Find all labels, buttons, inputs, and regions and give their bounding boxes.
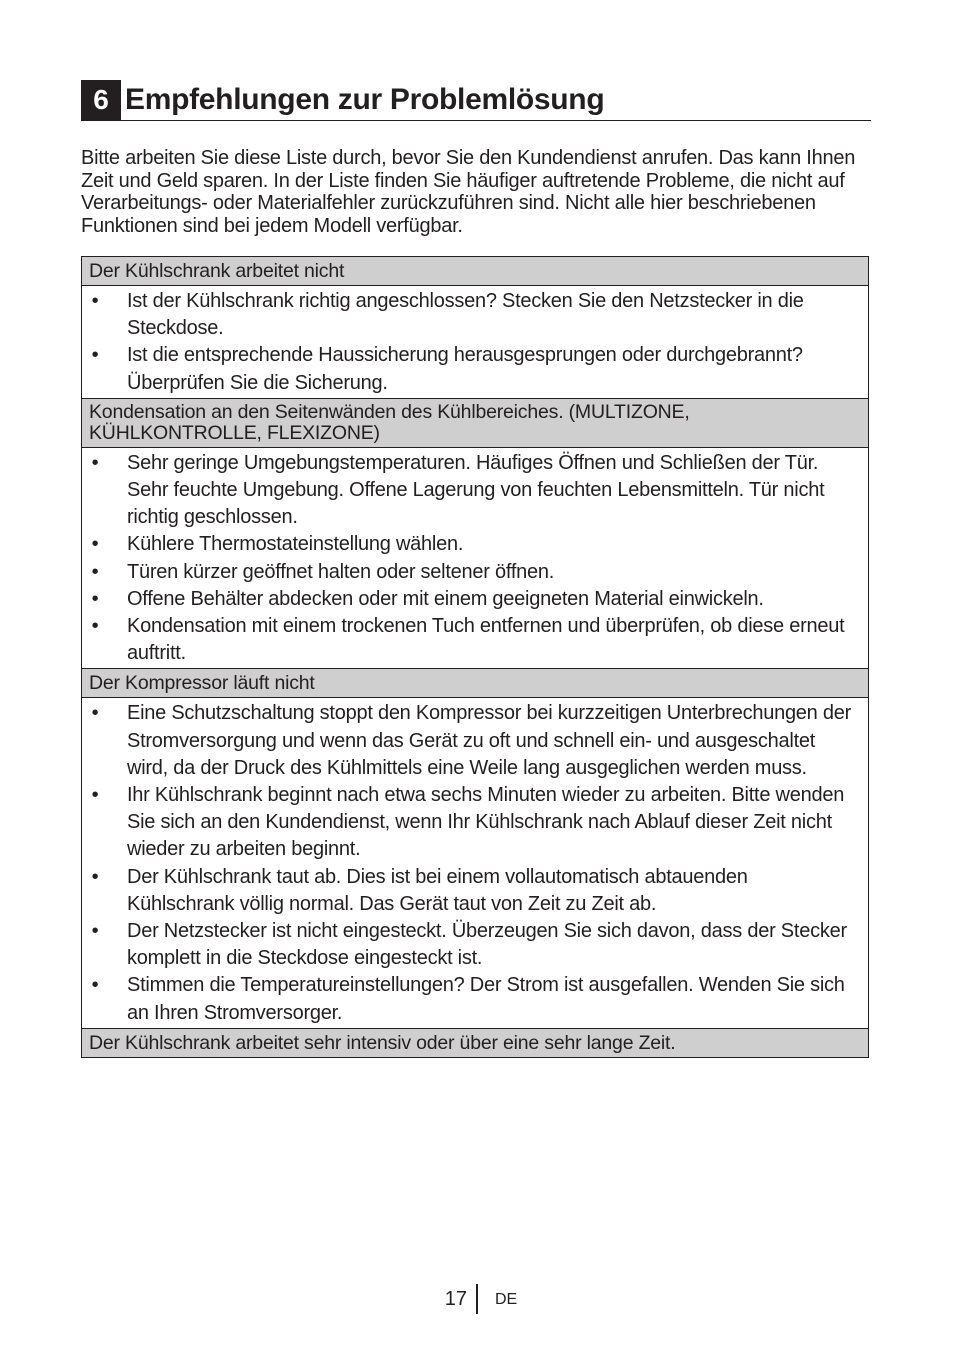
list-item-text: Offene Behälter abdecken oder mit einem geeigneten Material einwickeln. xyxy=(127,587,764,610)
list-item-text: Sehr geringe Umgebungstemperaturen. Häufiges Öffnen und Schließen der Tür. Sehr feuchte Umgebung. Offene Lagerung von feuchten Lebensmitteln. Tür nicht richtig geschlossen. xyxy=(127,451,825,529)
problem-heading: Kondensation an den Seitenwänden des Kühlbereiches. (MULTIZONE, KÜHLKONTROLLE, FLEXIZONE) xyxy=(82,398,869,447)
solution-list xyxy=(82,700,860,1026)
list-item xyxy=(82,700,860,782)
bullet-icon: • xyxy=(91,615,99,638)
list-item xyxy=(82,559,860,586)
problem-body-row xyxy=(82,286,869,399)
solution-list xyxy=(82,288,860,397)
bullet-icon: • xyxy=(91,974,99,997)
list-item-text: Der Kühlschrank taut ab. Dies ist bei einem vollautomatisch abtauenden Kühlschrank völlig normal. Das Gerät taut von Zeit zu Zeit ab. xyxy=(127,865,748,915)
list-item xyxy=(82,450,860,532)
section-heading xyxy=(81,80,871,121)
footer-divider xyxy=(476,1284,478,1314)
intro-paragraph: Bitte arbeiten Sie diese Liste durch, bevor Sie den Kundendienst anrufen. Das kann Ihnen Zeit und Geld sparen. In der Liste finden Sie häufiger auftretende Probleme, die nicht auf Verarbeitungs- oder Materialfehler zurückzuführen sind. Nicht alle hier beschriebenen Funktionen sind bei jedem Modell verfügbar. xyxy=(81,147,856,238)
language-code: DE xyxy=(495,1291,518,1308)
problem-heading-row xyxy=(82,669,869,698)
bullet-icon: • xyxy=(91,344,99,367)
problem-heading: Der Kühlschrank arbeitet nicht xyxy=(82,257,869,286)
problem-heading-row xyxy=(82,1028,869,1057)
section-number: 6 xyxy=(81,80,121,120)
bullet-icon: • xyxy=(91,290,99,312)
page-number: 17 xyxy=(444,1288,467,1310)
solution-list xyxy=(82,450,860,668)
problem-body-row xyxy=(82,447,869,669)
list-item xyxy=(82,342,860,396)
bullet-icon: • xyxy=(91,533,99,556)
list-item-text: Stimmen die Temperatureinstellungen? Der Strom ist ausgefallen. Wenden Sie sich an Ihren Stromversorger. xyxy=(127,974,845,1024)
troubleshooting-table xyxy=(81,256,869,1058)
list-item-text: Türen kürzer geöffnet halten oder seltener öffnen. xyxy=(127,560,555,583)
list-item xyxy=(82,972,860,1026)
list-item xyxy=(82,613,860,667)
list-item-text: Ist die entsprechende Haussicherung herausgesprungen oder durchgebrannt? Überprüfen Sie die Sicherung. xyxy=(127,344,803,394)
list-item-text: Ist der Kühlschrank richtig angeschlossen? Stecken Sie den Netzstecker in die Steckdose. xyxy=(127,290,804,340)
section-title: Empfehlungen zur Problemlösung xyxy=(125,83,605,116)
list-item xyxy=(82,918,860,972)
bullet-icon: • xyxy=(91,587,99,610)
list-item xyxy=(82,531,860,558)
bullet-icon: • xyxy=(91,784,99,807)
problem-heading: Der Kühlschrank arbeitet sehr intensiv oder über eine sehr lange Zeit. xyxy=(82,1028,869,1057)
bullet-icon: • xyxy=(91,451,99,474)
bullet-icon: • xyxy=(91,560,99,583)
problem-heading: Der Kompressor läuft nicht xyxy=(82,669,869,698)
list-item-text: Ihr Kühlschrank beginnt nach etwa sechs Minuten wieder zu arbeiten. Bitte wenden Sie sich an den Kundendienst, wenn Ihr Kühlschrank nach Ablauf dieser Zeit nicht wieder zu arbeiten beginnt. xyxy=(127,784,845,861)
bullet-icon: • xyxy=(91,920,99,943)
problem-body xyxy=(82,286,869,399)
problem-heading-row xyxy=(82,398,869,447)
list-item-text: Eine Schutzschaltung stoppt den Kompressor bei kurzzeitigen Unterbrechungen der Stromversorgung und wenn das Gerät zu oft und schnell ein- und ausgeschaltet wird, da der Druck des Kühlmittels eine Weile lang ausgeglichen werden muss. xyxy=(127,702,852,779)
bullet-icon: • xyxy=(91,865,99,888)
problem-heading-row xyxy=(82,257,869,286)
list-item xyxy=(82,864,860,918)
list-item xyxy=(82,288,860,342)
list-item-text: Kühlere Thermostateinstellung wählen. xyxy=(127,533,464,556)
problem-body-row xyxy=(82,698,869,1028)
bullet-icon: • xyxy=(91,702,99,725)
list-item-text: Der Netzstecker ist nicht eingesteckt. Überzeugen Sie sich davon, dass der Stecker komplett in die Steckdose eingesteckt ist. xyxy=(127,920,847,970)
list-item xyxy=(82,782,860,864)
list-item-text: Kondensation mit einem trockenen Tuch entfernen und überprüfen, ob diese erneut auftritt. xyxy=(127,615,845,665)
list-item xyxy=(82,586,860,613)
page-footer xyxy=(0,1284,954,1314)
problem-body xyxy=(82,447,869,669)
problem-body xyxy=(82,698,869,1028)
